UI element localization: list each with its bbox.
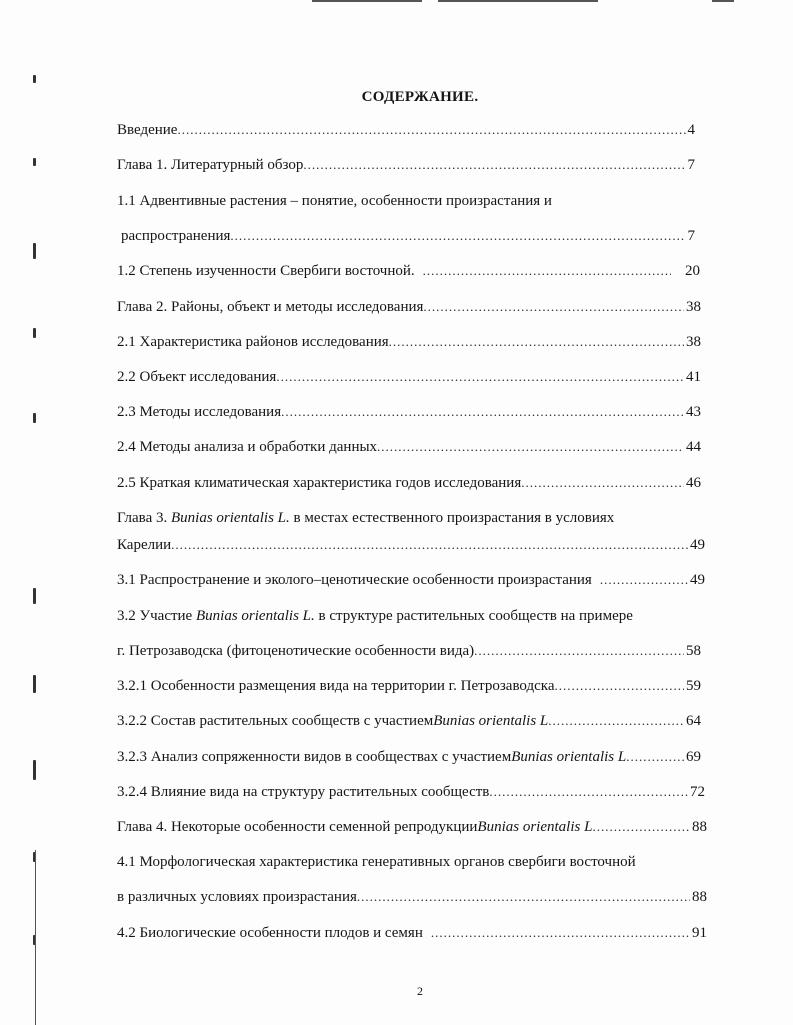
dot-leader (592, 819, 690, 835)
toc-entry-text: 3.1 Распространение и эколого–ценотические особенности произрастания (117, 572, 592, 588)
toc-entry-1-2[interactable] (117, 263, 700, 283)
toc-entry-chapter-4[interactable] (117, 819, 707, 839)
binding-hole-mark (33, 760, 36, 780)
species-name: Bunias orientalis L. (170, 510, 290, 526)
toc-entry-chapter-1[interactable] (117, 157, 695, 177)
binding-hole-mark (33, 75, 36, 83)
toc-entry-text: Глава 1. Литературный обзор (117, 157, 304, 173)
toc-entry-2-3[interactable] (117, 404, 701, 424)
species-name: Bunias orientalis L (511, 749, 627, 765)
toc-entry-4-2[interactable] (117, 925, 707, 945)
toc-page-number: 88 (692, 819, 707, 835)
toc-entry-text: в местах естественного произрастания в условиях (289, 510, 615, 526)
toc-entry-text: 4.2 Биологические особенности плодов и семян (117, 925, 423, 941)
toc-entry-text: 3.2 Участие (117, 608, 196, 624)
toc-entry-3-2-3[interactable] (117, 749, 701, 769)
dot-leader (423, 299, 684, 315)
toc-page-number: 49 (690, 572, 705, 588)
toc-entry-2-1[interactable] (117, 334, 701, 354)
toc-entry-4-1-continued[interactable] (117, 889, 707, 909)
binding-hole-mark (33, 413, 36, 423)
toc-entry-text: распространения (121, 228, 231, 244)
toc-entry-text: 3.2.4 Влияние вида на структуру растительных сообществ (117, 784, 490, 800)
toc-entry-chapter-3-continued[interactable] (117, 537, 705, 557)
dot-leader (474, 643, 684, 659)
toc-page-number: 7 (687, 157, 695, 173)
dot-leader (171, 537, 688, 553)
toc-entry-text: 3.2.1 Особенности размещения вида на территории г. Петрозаводска (117, 678, 555, 694)
toc-page-number: 49 (690, 537, 705, 553)
toc-entry-text: 2.5 Краткая климатическая характеристика годов исследования (117, 475, 522, 491)
dot-leader (303, 157, 685, 173)
toc-entry-text: Глава 2. Районы, объект и методы исследования (117, 299, 424, 315)
toc-entry-text: 2.1 Характеристика районов исследования (117, 334, 389, 350)
toc-entry-text: 2.2 Объект исследования (117, 369, 277, 385)
toc-entry-text: Глава 4. Некоторые особенности семенной репродукции (117, 819, 478, 835)
toc-page-number: 44 (686, 439, 701, 455)
toc-page-number: 46 (686, 475, 701, 491)
page-number: 2 (417, 984, 423, 998)
dot-leader (489, 784, 688, 800)
toc-entry-text: 2.4 Методы анализа и обработки данных (117, 439, 378, 455)
toc-entry-text: 1.2 Степень изученности Свербиги восточной. (117, 263, 415, 279)
binding-hole-mark (33, 675, 36, 693)
dot-leader (521, 475, 684, 491)
toc-page-number: 58 (686, 643, 701, 659)
scan-artifact-line (312, 0, 422, 2)
toc-page-number: 88 (692, 889, 707, 905)
page-title: СОДЕРЖАНИЕ. (361, 89, 479, 105)
dot-leader (281, 404, 684, 420)
dot-leader (357, 889, 690, 905)
dot-leader (600, 572, 688, 588)
toc-entry-3-2-1[interactable] (117, 678, 701, 698)
toc-entry-1-1-continued[interactable] (121, 228, 695, 248)
toc-entry-4-1[interactable]: 4.1 Морфологическая характеристика генеративных органов свербиги восточной (117, 854, 636, 870)
toc-page-number: 20 (685, 263, 700, 279)
toc-entry-3-1[interactable] (117, 572, 705, 592)
toc-page-number: 38 (686, 334, 701, 350)
toc-entry-chapter-3[interactable] (117, 510, 614, 527)
toc-entry-3-2[interactable] (117, 608, 633, 625)
species-name: Bunias orientalis L. (195, 608, 315, 624)
dot-leader (555, 678, 685, 694)
toc-page-number: 41 (686, 369, 701, 385)
species-name: Bunias orientalis L (477, 819, 593, 835)
binding-hole-mark (33, 588, 36, 604)
toc-entry-3-2-4[interactable] (117, 784, 705, 804)
dot-leader (377, 439, 684, 455)
toc-entry-3-2-continued[interactable] (117, 643, 701, 663)
scan-artifact-line (438, 0, 598, 2)
dot-leader (177, 122, 685, 138)
toc-page-number: 7 (687, 228, 695, 244)
toc-entry-text: 2.3 Методы исследования (117, 404, 282, 420)
toc-entry-3-2-2[interactable] (117, 713, 701, 733)
toc-entry-text: 3.2.2 Состав растительных сообществ с участием (117, 713, 434, 729)
toc-page-number: 59 (686, 678, 701, 694)
dot-leader (276, 369, 684, 385)
dot-leader (431, 925, 690, 941)
toc-entry-1-1[interactable]: 1.1 Адвентивные растения – понятие, особенности произрастания и (117, 193, 552, 209)
dot-leader (626, 749, 684, 765)
binding-hole-mark (33, 328, 36, 338)
toc-page-number: 4 (687, 122, 695, 138)
binding-hole-mark (33, 158, 36, 166)
toc-entry-text: г. Петрозаводска (фитоценотические особенности вида) (117, 643, 475, 659)
toc-entry-text: Карелии (117, 537, 172, 553)
toc-entry-2-4[interactable] (117, 439, 701, 459)
toc-entry-text: Глава 3. (117, 510, 171, 526)
toc-page-number: 72 (690, 784, 705, 800)
dot-leader (230, 228, 685, 244)
binding-hole-mark (33, 243, 36, 259)
toc-page-number: 43 (686, 404, 701, 420)
species-name: Bunias orientalis L (433, 713, 549, 729)
toc-entry-2-2[interactable] (117, 369, 701, 389)
toc-entry-chapter-2[interactable] (117, 299, 701, 319)
toc-page-number: 38 (686, 299, 701, 315)
toc-entry-introduction[interactable] (117, 122, 695, 142)
toc-entry-text: Введение (117, 122, 178, 138)
toc-entry-text: 3.2.3 Анализ сопряженности видов в сообществах с участием (117, 749, 512, 765)
toc-entry-text: в структуре растительных сообществ на примере (314, 608, 633, 624)
dot-leader (423, 263, 671, 279)
toc-page-number: 64 (686, 713, 701, 729)
toc-page-number: 91 (692, 925, 707, 941)
dot-leader (548, 713, 684, 729)
scan-artifact-line (712, 0, 734, 2)
toc-entry-text: в различных условиях произрастания (117, 889, 357, 905)
toc-entry-2-5[interactable] (117, 475, 701, 495)
dot-leader (389, 334, 684, 350)
toc-page-number: 69 (686, 749, 701, 765)
